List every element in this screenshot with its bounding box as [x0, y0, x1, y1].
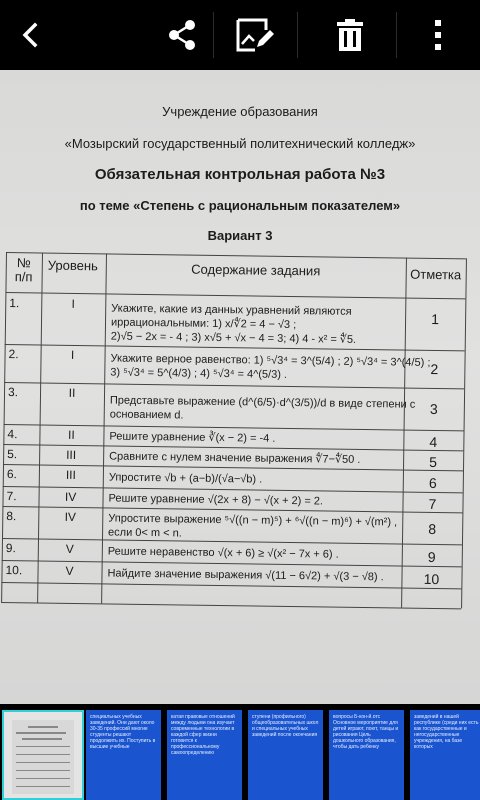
edit-image-icon: [235, 17, 275, 53]
edit-button[interactable]: [225, 0, 285, 70]
thumbnail-strip: [0, 704, 480, 800]
doc-variant: Вариант 3: [207, 228, 273, 243]
row-num: 6.: [6, 467, 18, 482]
thumbnail[interactable]: заведений в нашей республике (среди них есть как государственные и негосударственные учреждения, на базе которых: [410, 710, 480, 800]
row-level: III: [65, 467, 76, 482]
row-level: IV: [64, 509, 77, 525]
thumbnail[interactable]: катая правовые отношений между людьми она изучает современные технологии в каждой сфер жизни готовится к профессиональному самоопределению: [167, 710, 242, 800]
row-num: 9.: [5, 541, 16, 556]
row-level: V: [65, 563, 74, 578]
row-num: 1.: [9, 296, 20, 311]
row-level: IV: [64, 489, 77, 505]
row-num: 4.: [7, 427, 18, 442]
col-mark-header: Отметка: [410, 266, 462, 283]
row-task: Укажите верное равенство: 1) ⁵√3⁴ = 3^(5/4) ; 2) ⁵√3⁴ = 3^(4/5) ; 3) ⁵√3⁴ = 5^(4/3) ; 4) ⁵√3⁴ = 4^(5/3) .: [110, 352, 431, 381]
row-task: Укажите, какие из данных уравнений являются иррациональными: 1) x/∜2 = 4 − √3 ; 2)√5 − 2x = - 4 ; 3) x√5 + √x − 4 = 3; 4) 4 - x² = ∜5.: [110, 302, 357, 346]
row-task: Найдите значение выражения √(11 − 6√2) + √(3 − √8) .: [107, 567, 384, 584]
thumbnail[interactable]: вопросы Б-кон-й.отс Основное мероприятие для детей играют, поют, танцы и рисования Цель дошкольного образования, чтобы дать ребенку: [329, 710, 404, 800]
col-level-header: Уровень: [47, 257, 98, 274]
document-image: [0, 70, 480, 704]
document-thumbnail-icon: [12, 720, 74, 794]
col-num-header: № п/п: [14, 255, 33, 285]
row-mark: 2: [430, 360, 439, 378]
row-level: II: [68, 385, 76, 400]
task-table: [1, 252, 466, 608]
row-mark: 3: [429, 400, 438, 418]
doc-topic: по теме «Степень с рациональным показателем»: [79, 198, 401, 213]
row-mark: 4: [429, 433, 438, 451]
row-num: 2.: [8, 347, 19, 362]
row-mark: 1: [431, 310, 440, 328]
col-task-header: Содержание задания: [191, 261, 321, 279]
row-task: Представьте выражение (d^(6/5)·d^(3/5))/d в виде степени с основанием d.: [109, 394, 416, 422]
row-task: Упростите выражение ⁵√((n − m)⁵) + ⁶√((n − m)⁶) + √(m²) , если 0< m < n.: [108, 512, 398, 540]
row-level: V: [65, 541, 74, 556]
row-mark: 5: [429, 453, 438, 471]
row-level: I: [71, 296, 76, 311]
photo-view[interactable]: [0, 70, 480, 704]
top-toolbar: [0, 0, 480, 70]
thumbnail[interactable]: специальных учебных заведений. Они дают около 30-35 профессий многие студенты решают продолжить их. Поступить в высшие учебные: [86, 710, 161, 800]
row-num: 3.: [7, 385, 19, 400]
delete-button[interactable]: [320, 0, 380, 70]
row-level: I: [70, 347, 75, 362]
row-level: III: [66, 447, 77, 462]
row-mark: 10: [423, 570, 440, 588]
row-mark: 8: [428, 520, 437, 538]
row-task: Решите уравнение ∛(x − 2) = -4 .: [109, 430, 276, 445]
trash-icon: [333, 18, 367, 52]
row-num: 8.: [6, 509, 17, 524]
thumbnail-selected[interactable]: [2, 710, 84, 800]
row-mark: 6: [428, 474, 437, 492]
more-options-button[interactable]: [408, 0, 468, 70]
back-button[interactable]: [0, 0, 60, 70]
row-task: Сравните с нулем значение выражения ∜7−∜50 .: [109, 450, 361, 466]
more-vert-icon: [433, 18, 443, 52]
header-college: «Мозырский государственный политехнический колледж»: [64, 136, 416, 151]
row-num: 7.: [6, 489, 17, 504]
row-task: Упростите √b + (a−b)/(√a−√b) .: [108, 471, 263, 486]
row-level: II: [68, 427, 75, 442]
row-num: 10.: [5, 563, 23, 578]
row-task: Решите неравенство √(x + 6) ≥ √(x² − 7x + 6) .: [107, 545, 339, 561]
back-arrow-icon: [15, 20, 45, 50]
row-num: 5.: [7, 447, 18, 462]
row-mark: 9: [427, 548, 436, 566]
share-button[interactable]: [152, 0, 212, 70]
thumbnail[interactable]: ступени (профильного) общеобразовательных школ и специальных учебных заведений после окончания: [248, 710, 323, 800]
share-icon: [165, 18, 199, 52]
row-task: Решите уравнение √(2x + 8) − √(x + 2) = 2.: [108, 492, 324, 508]
row-mark: 7: [428, 495, 437, 513]
doc-title: Обязательная контрольная работа №3: [94, 166, 386, 183]
header-institution: Учреждение образования: [162, 104, 318, 119]
